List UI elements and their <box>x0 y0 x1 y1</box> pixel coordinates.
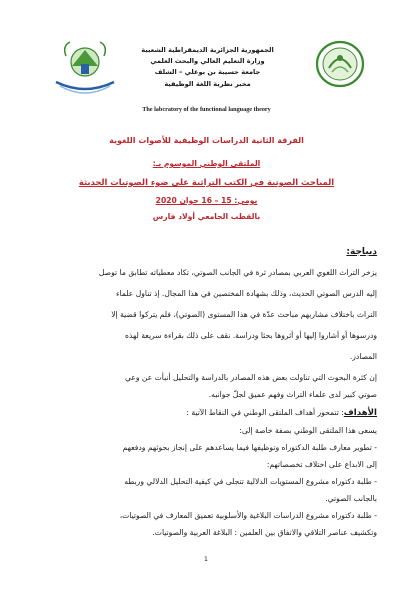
goals-heading: الأهداف <box>343 408 377 418</box>
intro-line: التراث باختلاف مشاربهم مباحث عدّة في هذا المستوى (الصوتي)، فلم يتركوا قضية إلا <box>111 310 377 319</box>
intro-line: إليه الدرس الصوتي الحديث، وذلك بشهادة المختصين في هذا المجال. إذ تناول علماء <box>115 289 377 298</box>
goal-line: وتكشيف عناصر التلاقي والاتفاق بين العلمين : البلاغة العربية والصوتيات. <box>152 528 377 537</box>
lab-name-arabic: مخبر نظرية اللغة الوظيفية <box>164 80 251 88</box>
lab-logo-icon <box>315 40 365 88</box>
intro-line: يزخر التراث اللغوي العربي بمصادر ثرة في الجانب الصوتي، تكاد معطياته تطابق ما توصل <box>98 268 377 277</box>
goal-line: - تطوير معارف طلبة الدكتوراه وتوظيفها فيما يساعدهم على إنجاز بحوثهم ودفعهم <box>122 443 377 452</box>
university-name: جامعة حسيبة بن بوعلي – الشلف <box>154 68 261 76</box>
goal-line: يسعى هذا الملتقى الوطني بصفة خاصة إلى: <box>239 426 377 435</box>
goal-line: بالجانب الصوتي. <box>325 494 377 503</box>
research-team: الفرقة الثانية الدراسات الوظيفية للأصوات اللغوية <box>109 136 304 145</box>
goal-line: - طلبة دكتوراه مشروع المستويات الدلالية تتجلى في كيفية التحليل الدلالي وربطه <box>124 477 377 486</box>
conference-label: الملتقى الوطني الموسوم بـ: <box>152 159 261 168</box>
intro-line: صوتي كبير لدى علماء التراث وفهم عميق لجلّ جوانبه. <box>208 390 377 399</box>
university-logo-icon <box>52 36 118 98</box>
intro-line: ودرسوها أو أشاروا إليها أو أثروها بحثا ودراسة. نقف على ذلك بقراءة سريعة لهذه <box>125 331 377 340</box>
goal-line: - طلبة دكتوراه مشروع الدراسات البلاغية والأسلوبية تعميق المعارف في الصوتيات، <box>119 511 377 520</box>
ministry-name: وزارة التعليم العالي والبحث العلمي <box>150 57 265 65</box>
conference-date: يومي: 15 – 16 جوان 2020 <box>155 196 258 205</box>
lab-name-english: The labcratory of the functional language theory <box>142 106 271 113</box>
goals-intro <box>36 408 377 418</box>
intro-line: المصادر. <box>349 352 377 361</box>
goal-line: إلى الابداع على اختلاف تخصصاتهم: <box>266 460 377 469</box>
intro-line: إن كثرة البحوث التي تناولت بعض هذه المصادر بالدراسة والتحليل أنبأت عن وعي <box>124 373 377 382</box>
conference-place: بالقطب الجامعي أولاد فارس <box>152 212 261 221</box>
intro-heading: ديباجة: <box>346 247 377 257</box>
republic-name: الجمهورية الجزائرية الديمقراطية الشعبية <box>141 46 274 54</box>
page-number: 1 <box>203 555 209 563</box>
goals-heading-rest: : تتمحور أهداف الملتقى الوطني في النقاط الآتية : <box>186 408 344 417</box>
conference-topic: المباحث الصوتية في الكتب التراثية على ضوء الصوتيات الحديثة <box>78 177 335 187</box>
